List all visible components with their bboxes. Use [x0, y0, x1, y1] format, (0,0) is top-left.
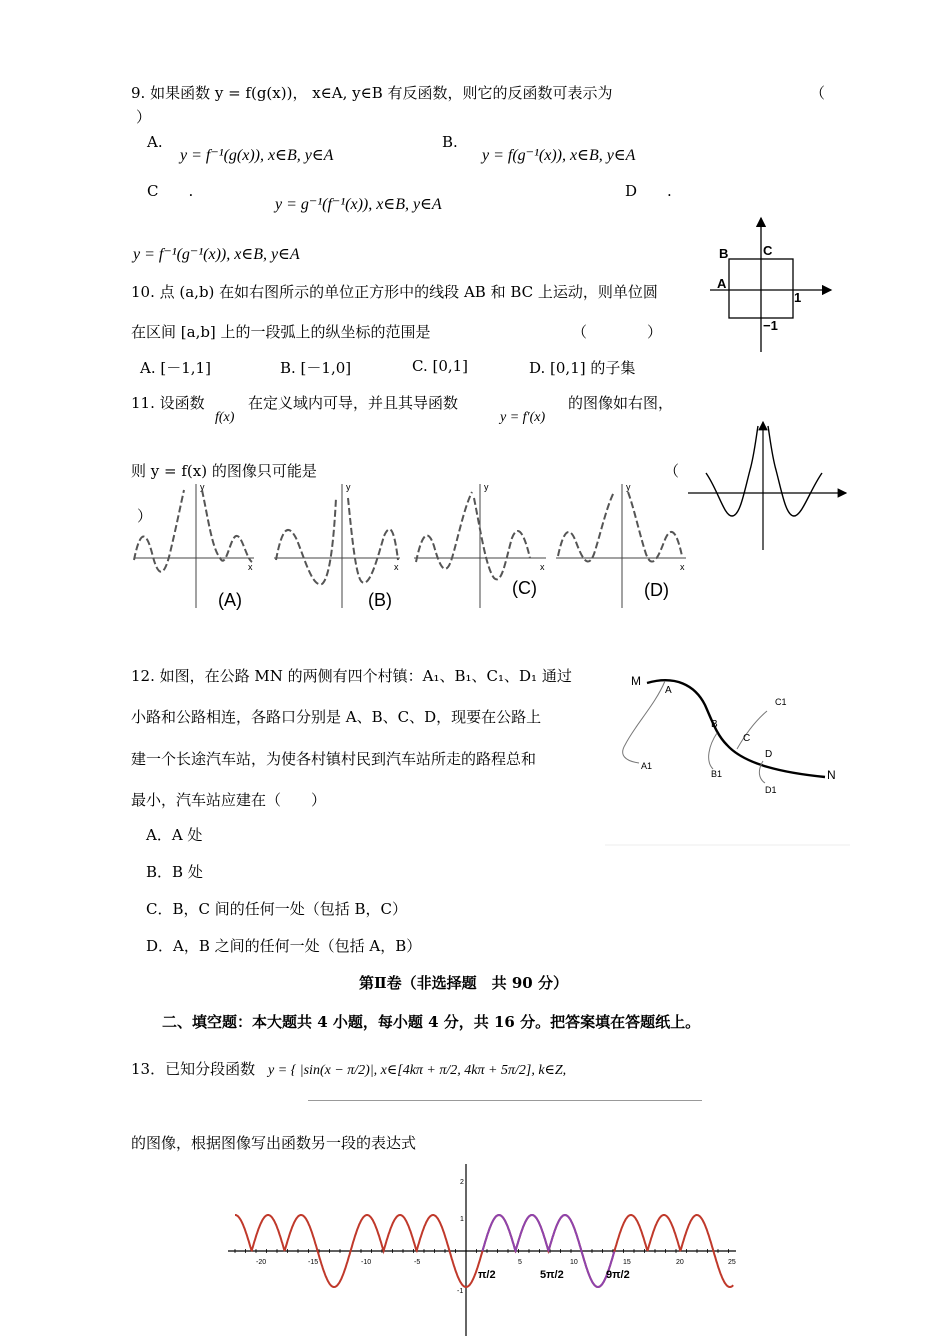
- q12-line1: 12. 如图，在公路 MN 的两侧有四个村镇：A₁、B₁、C₁、D₁ 通过: [131, 667, 572, 685]
- q11-fpx: y = f′(x): [500, 410, 546, 425]
- label-one: 1: [794, 290, 802, 305]
- label-a: A: [665, 685, 672, 696]
- q13-graph: [228, 1162, 738, 1338]
- q10-option-a: A. [－1,1]: [140, 359, 211, 377]
- x-tick-label: 25: [728, 1259, 736, 1266]
- q11-fx: f(x): [215, 410, 235, 425]
- q12-line3: 建一个长途汽车站，为使各村镇村民到汽车站所走的路程总和: [131, 750, 537, 768]
- q12-option-b: B．B 处: [146, 863, 203, 881]
- q13-formula: y = { |sin(x − π/2)|, x∈[4kπ + π/2, 4kπ + 5π/2], k∈Z,: [268, 1063, 567, 1078]
- path-c-c1: [737, 711, 767, 749]
- x-tick-label: -10: [361, 1259, 372, 1266]
- path-b-b1: [709, 733, 717, 769]
- section-fill-blank: 二、填空题：本大题共 4 小题，每小题 4 分，共 16 分。把答案填在答题纸上。: [162, 1013, 701, 1031]
- x-tick-label: -5: [414, 1259, 421, 1266]
- q11-line2: 则 y = f(x) 的图像只可能是: [131, 462, 317, 480]
- label-neg-one: −1: [763, 318, 778, 333]
- option-c-graph: [414, 482, 546, 608]
- x-tick-label: -15: [308, 1259, 319, 1266]
- q9-option-d: y = f⁻¹(g⁻¹(x)), x∈B, y∈A: [133, 246, 300, 263]
- q12-line4: 最小，汽车站应建在（ ）: [131, 791, 327, 809]
- axis-x-label: x: [680, 562, 685, 572]
- q13-line2: 的图像，根据图像写出函数另一段的表达式: [131, 1134, 417, 1152]
- label-c1: C1: [775, 697, 787, 707]
- label-b1: B1: [711, 769, 723, 779]
- option-d-label: (D): [644, 580, 669, 600]
- label-d: D: [765, 749, 773, 760]
- axis-y-label: y: [626, 482, 631, 492]
- road-mn: [647, 680, 825, 777]
- q10-line2: 在区间 [a,b] 上的一段弧上的纵坐标的范围是: [131, 323, 431, 341]
- q12-line2: 小路和公路相连，各路口分别是 A、B、C、D，现要在公路上: [131, 708, 542, 726]
- q10-paren: （ ）: [572, 323, 663, 341]
- axis-y-label: y: [484, 482, 489, 492]
- y-tick-label: 1: [460, 1216, 464, 1223]
- q10-option-d: D. [0,1] 的子集: [529, 359, 636, 377]
- q9-option-b-label: B.: [442, 133, 458, 151]
- q11-derivative-figure: [686, 418, 850, 552]
- option-b-label: (B): [368, 590, 392, 610]
- q11-paren-close: ）: [137, 507, 153, 525]
- q9-paren-open: （: [810, 84, 826, 102]
- derivative-curve-right: [768, 426, 822, 516]
- label-b: B: [719, 246, 729, 261]
- frac-label-pi-2: π/2: [478, 1269, 496, 1281]
- label-n: N: [827, 768, 836, 782]
- axis-x-label: x: [394, 562, 399, 572]
- q9-option-d-label: D .: [625, 182, 672, 200]
- frac-label-5pi-2: 5π/2: [540, 1269, 564, 1281]
- x-tick-label: 15: [623, 1259, 631, 1266]
- q10-line1: 10. 点 (a,b) 在如右图所示的单位正方形中的线段 AB 和 BC 上运动，则单位圆: [131, 283, 658, 301]
- path-a-a1: [623, 681, 665, 763]
- axis-x-label: x: [248, 562, 253, 572]
- label-b: B: [711, 719, 718, 730]
- option-a-label: (A): [218, 590, 242, 610]
- x-tick-label: 5: [518, 1259, 522, 1266]
- q12-option-c: C．B，C 间的任何一处（包括 B，C）: [146, 900, 408, 918]
- q12-option-a: A．A 处: [146, 826, 203, 844]
- label-a1: A1: [641, 761, 653, 771]
- axis-y-label: y: [200, 482, 205, 492]
- q10-option-c: C. [0,1]: [412, 357, 469, 375]
- frac-label-9pi-2: 9π/2: [606, 1269, 630, 1281]
- y-tick-label: 2: [460, 1179, 464, 1186]
- part2-title: 第Ⅱ卷（非选择题 共 90 分）: [359, 974, 568, 992]
- q9-option-b: y = f(g⁻¹(x)), x∈B, y∈A: [482, 147, 636, 164]
- q10-square-figure: [705, 212, 840, 354]
- q11-line1b: 在定义域内可导，并且其导函数: [248, 394, 459, 412]
- derivative-curve-left: [706, 426, 758, 516]
- q9-stem: 9. 如果函数 y = f(g(x))， x∈A, y∈B 有反函数，则它的反函数可表示为: [131, 84, 613, 102]
- label-d1: D1: [765, 785, 777, 795]
- axis-y-label: y: [346, 482, 351, 492]
- q11-paren-open: （: [664, 462, 680, 480]
- option-b-graph: [274, 482, 400, 610]
- x-tick-label: 10: [570, 1259, 578, 1266]
- x-tick-label: -20: [256, 1259, 267, 1266]
- option-a-graph: [134, 482, 254, 610]
- q12-option-d: D．A，B 之间的任何一处（包括 A，B）: [146, 937, 422, 955]
- q9-option-c: y = g⁻¹(f⁻¹(x)), x∈B, y∈A: [275, 196, 442, 213]
- q11-options-figure: [130, 478, 690, 618]
- y-tick-label: -1: [457, 1288, 464, 1295]
- q13-stem: 13．已知分段函数: [131, 1060, 256, 1078]
- x-tick-label: 20: [676, 1259, 684, 1266]
- label-a: A: [717, 276, 727, 291]
- q12-road-figure: [605, 665, 850, 847]
- q9-option-a: y = f⁻¹(g(x)), x∈B, y∈A: [180, 147, 334, 164]
- q9-option-a-label: A.: [147, 133, 163, 151]
- label-c: C: [743, 733, 751, 744]
- q13-blank-line: [308, 1100, 702, 1101]
- label-m: M: [631, 674, 641, 688]
- q11-line1a: 11. 设函数: [131, 394, 205, 412]
- option-c-label: (C): [512, 578, 537, 598]
- q9-paren-close: ）: [136, 108, 152, 126]
- label-c: C: [763, 243, 773, 258]
- axis-x-label: x: [540, 562, 545, 572]
- q9-option-c-label: C .: [147, 182, 194, 200]
- q11-line1c: 的图像如右图，: [568, 394, 674, 412]
- q10-option-b: B. [－1,0]: [280, 359, 352, 377]
- option-d-graph: [556, 482, 686, 608]
